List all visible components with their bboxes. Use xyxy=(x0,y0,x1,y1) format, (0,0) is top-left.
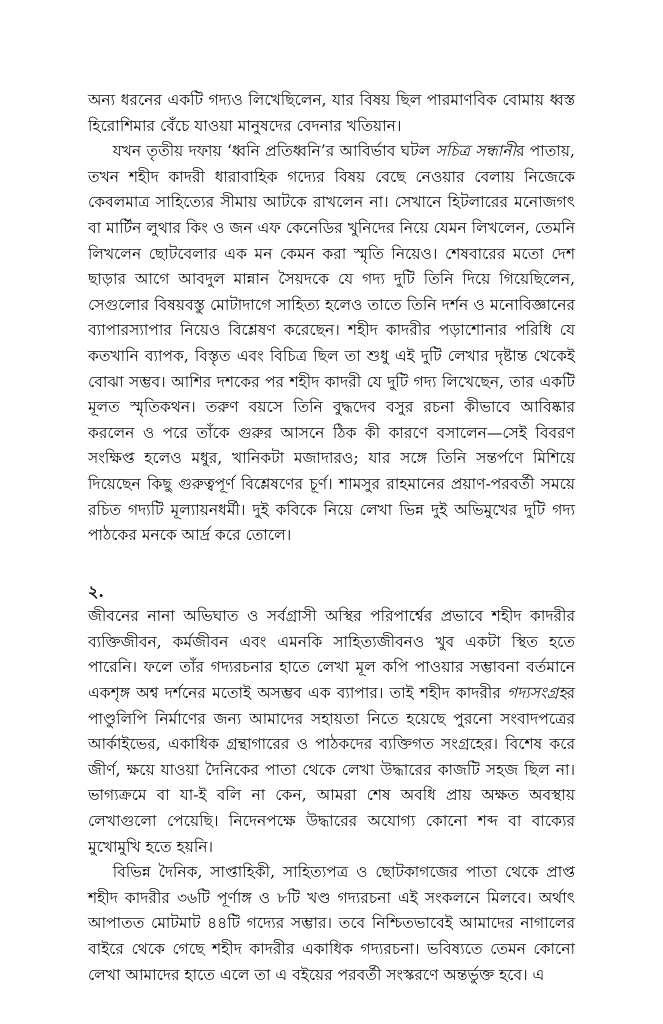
paragraph-collection xyxy=(88,860,575,988)
section-number: ২. xyxy=(88,581,104,601)
paragraph-text: অন্য ধরনের একটি গদ্যও লিখেছিলেন, যার বিষয় ছিল পারমাণবিক বোমায় ধ্বস্ত হিরোশিমার বেঁচে যাওয়া মানুষদের বেদনার খতিয়ান। xyxy=(88,91,575,135)
italic-title: গদ্যসংগ্রহ xyxy=(507,684,567,703)
paragraph-text: জীবনের নানা অভিঘাত ও সর্বগ্রাসী অস্থির পরিপার্শ্বের প্রভাবে শহীদ কাদরীর ব্যক্তিজীবন, কর্মজীবন এবং এমনকি সাহিত্যজীবনও খুব একটা স্থিত হতে পারেনি। ফলে তাঁর গদ্যরচনার হাতে লেখা মূল কপি পাওয়ার সম্ভাবনা বর্তমানে একশৃঙ্গ অশ্ব দর্শনের মতোই অসম্ভব এক ব্যাপার। তাই শহীদ কাদরীর xyxy=(88,607,575,703)
italic-title: সচিত্র সন্ধানী xyxy=(435,142,516,161)
paragraph-dhwani-pratidhwani xyxy=(88,139,575,549)
paragraph-text: বিভিন্ন দৈনিক, সাপ্তাহিকী, সাহিত্যপত্র ও ছোটকাগজের পাতা থেকে প্রাপ্ত শহীদ কাদরীর ৩৬টি পূর্ণাঙ্গ ও ৮টি খণ্ড গদ্যরচনা এই সংকলনে মিলবে। অর্থাৎ আপাতত মোটমাট ৪৪টি গদ্যের সম্ভার। তবে নিশ্চিতভাবেই আমাদের নাগালের বাইরে থেকে গেছে শহীদ কাদরীর একাধিক গদ্যরচনা। ভবিষ্যতে তেমন কোনো লেখা আমাদের হাতে এলে তা এ বইয়ের পরবর্তী সংস্করণে অন্তর্ভুক্ত হবে। এ xyxy=(88,863,575,984)
paragraph-continuation xyxy=(88,88,575,139)
paragraph-text: র পাতায়, তখন শহীদ কাদরী ধারাবাহিক গদ্যের বিষয় বেছে নেওয়ার বেলায় নিজেকে কেবলমাত্র সাহিত্যের সীমায় আটকে রাখলেন না। সেখানে হিটলারের মনোজগৎ বা মার্টিন লুথার কিং ও জন এফ কেনেডির খুনিদের নিয়ে যেমন লিখলেন, তেমনি লিখলেন ছোটবেলার এক মন কেমন করা স্মৃতি নিয়েও। শেষবারের মতো দেশ ছাড়ার আগে আবদুল মান্নান সৈয়দকে যে গদ্য দুটি তিনি দিয়ে গিয়েছিলেন, সেগুলোর বিষয়বস্তু মোটাদাগে সাহিত্য হলেও তাতে তিনি দর্শন ও মনোবিজ্ঞানের ব্যাপারস্যাপার নিয়েও বিশ্লেষণ করেছেন। শহীদ কাদরীর পড়াশোনার পরিধি যে কতখানি ব্যাপক, বিস্তৃত এবং বিচিত্র ছিল তা শুধু এই দুটি লেখার দৃষ্টান্ত থেকেই বোঝা সম্ভব। আশির দশকের পর শহীদ কাদরী যে দুটি গদ্য লিখেছেন, তার একটি মূলত স্মৃতিকথন। তরুণ বয়সে তিনি বুদ্ধদেব বসুর রচনা কীভাবে আবিষ্কার করলেন ও পরে তাঁকে গুরুর আসনে ঠিক কী কারণে বসালেন—সেই বিবরণ সংক্ষিপ্ত হলেও মধুর, খানিকটা মজাদারও; যার সঙ্গে তিনি সন্তর্পণে মিশিয়ে দিয়েছেন কিছু গুরুত্বপূর্ণ বিশ্লেষণের চূর্ণ। শামসুর রাহমানের প্রয়াণ-পরবর্তী সময়ে রচিত গদ্যটি মূল্যায়নধর্মী। দুই কবিকে নিয়ে লেখা ভিন্ন দুই অভিমুখের দুটি গদ্য পাঠকের মনকে আর্দ্র করে তোলে। xyxy=(88,142,575,545)
paragraph-text: যখন তৃতীয় দফায় ‘ধ্বনি প্রতিধ্বনি’র আবির্ভাব ঘটল xyxy=(112,142,436,161)
paragraph-text: র পাণ্ডুলিপি নির্মাণের জন্য আমাদের সহায়তা নিতে হয়েছে পুরনো সংবাদপত্রের আর্কাইভের, একাধিক গ্রন্থাগারের ও পাঠকদের ব্যক্তিগত সংগ্রহের। বিশেষ করে জীর্ণ, ক্ষয়ে যাওয়া দৈনিকের পাতা থেকে লেখা উদ্ধারের কাজটি সহজ ছিল না। ভাগ্যক্রমে বা যা-ই বলি না কেন, আমরা শেষ অবধি প্রায় অক্ষত অবস্থায় লেখাগুলো পেয়েছি। নিদেনপক্ষে উদ্ধারের অযোগ্য কোনো শব্দ বা বাক্যের মুখোমুখি হতে হয়নি। xyxy=(88,684,575,856)
paragraph-manuscript xyxy=(88,604,575,860)
book-page xyxy=(88,88,575,988)
